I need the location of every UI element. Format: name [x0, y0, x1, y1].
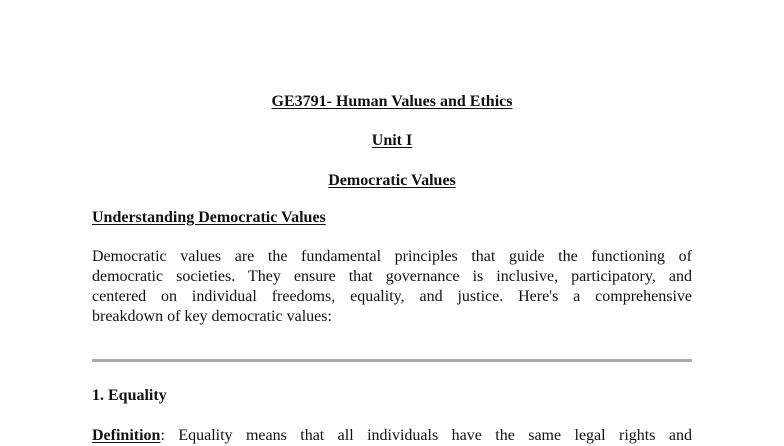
definition-line — [92, 426, 692, 446]
horizontal-divider — [92, 359, 692, 362]
section-heading: Understanding Democratic Values — [92, 209, 326, 226]
definition-term: Definition — [92, 427, 161, 444]
topic-heading: Democratic Values — [328, 172, 456, 189]
document-title: GE3791- Human Values and Ethics — [271, 93, 513, 110]
intro-line: democratic societies. They ensure that governance is inclusive, participatory, and — [92, 268, 692, 285]
intro-line: centered on individual freedoms, equality, and justice. Here's a comprehensive — [92, 288, 692, 305]
definition-text: : Equality means that all individuals have the same legal rights and — [160, 427, 692, 444]
item-heading-equality: 1. Equality — [92, 387, 167, 404]
unit-heading: Unit I — [371, 132, 413, 149]
intro-line: breakdown of key democratic values: — [92, 308, 332, 325]
intro-paragraph — [92, 247, 692, 327]
intro-line: Democratic values are the fundamental principles that guide the functioning of — [92, 248, 692, 265]
